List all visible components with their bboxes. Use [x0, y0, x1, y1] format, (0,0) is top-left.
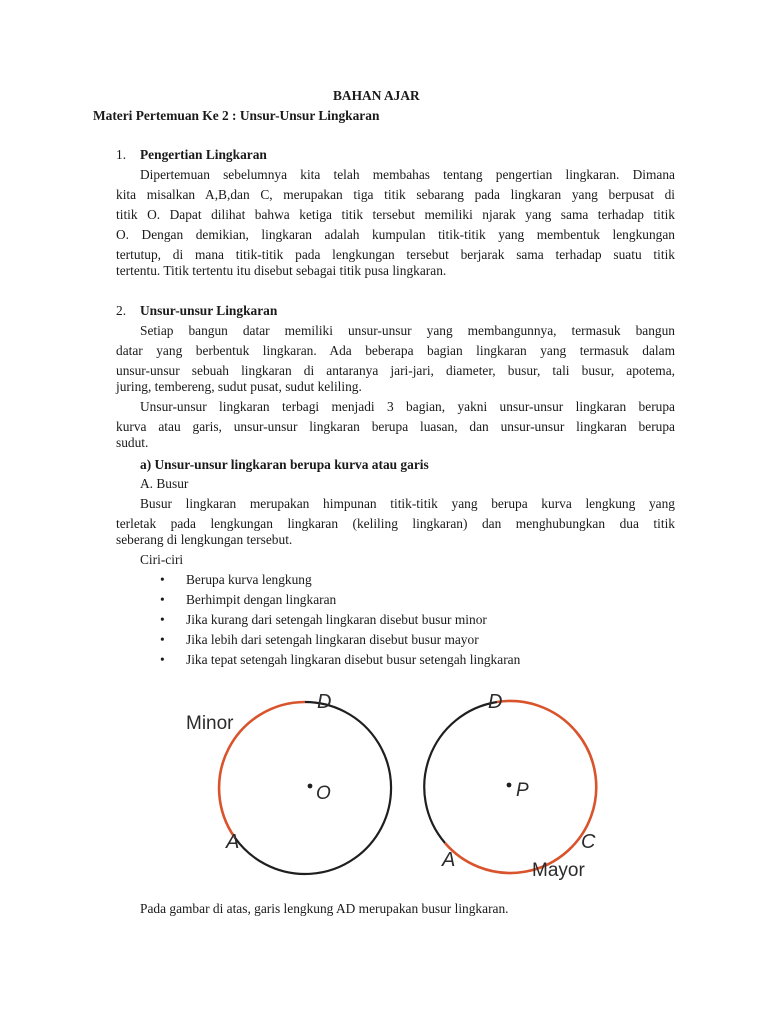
- label-a-left: A: [226, 831, 240, 853]
- bullet-item: Berhimpit dengan lingkaran: [186, 592, 337, 607]
- left-circle-diagram: [186, 691, 391, 874]
- bullet-glyph: •: [160, 612, 165, 627]
- section-2-para1-line: datar yang berbentuk lingkaran. Ada beberapa bagian lingkaran yang termasuk dalam: [116, 343, 675, 358]
- right-minor-arc: [424, 702, 497, 843]
- label-d-left: D: [317, 691, 332, 713]
- section-2-para1-line: unsur-unsur sebuah lingkaran di antaranya jari-jari, diameter, busur, tali busur, apotema,: [116, 363, 675, 378]
- label-a-right: A: [442, 849, 456, 871]
- section-1-line: tertutup, di mana titik-titik pada lengkungan tersebut berjarak sama terhadap suatu titik: [116, 247, 675, 262]
- bullet-glyph: •: [160, 572, 165, 587]
- section-2-para2-line: sudut.: [116, 435, 149, 450]
- center-point-o: [308, 784, 313, 789]
- item-busur: A. Busur: [140, 476, 189, 491]
- label-minor: Minor: [186, 713, 234, 734]
- bullet-item: Berupa kurva lengkung: [186, 572, 312, 587]
- bullet-glyph: •: [160, 632, 165, 647]
- bullet-item: Jika tepat setengah lingkaran disebut busur setengah lingkaran: [186, 652, 521, 667]
- bullet-item: Jika lebih dari setengah lingkaran disebut busur mayor: [186, 632, 479, 647]
- section-1-heading: Pengertian Lingkaran: [140, 147, 267, 162]
- ciri-ciri-label: Ciri-ciri: [140, 552, 184, 567]
- section-2-heading: Unsur-unsur Lingkaran: [140, 303, 278, 318]
- section-1-line: Dipertemuan sebelumnya kita telah membahas tentang pengertian lingkaran. Dimana: [140, 167, 675, 182]
- bullet-glyph: •: [160, 592, 165, 607]
- right-circle-diagram: [424, 691, 596, 881]
- busur-para-line: Busur lingkaran merupakan himpunan titik-titik yang berupa kurva lengkung yang: [140, 496, 675, 511]
- label-center-p: P: [516, 780, 529, 801]
- figure-caption: Pada gambar di atas, garis lengkung AD merupakan busur lingkaran.: [140, 901, 509, 916]
- label-c: C: [581, 831, 596, 853]
- section-1-number: 1.: [116, 147, 127, 162]
- section-2-para1-line: Setiap bangun datar memiliki unsur-unsur yang membangunnya, termasuk bangun: [140, 323, 675, 338]
- section-2-para2-line: Unsur-unsur lingkaran terbagi menjadi 3 bagian, yakni unsur-unsur lingkaran berupa: [140, 399, 675, 414]
- section-2-para1-line: juring, tembereng, sudut pusat, sudut keliling.: [116, 379, 362, 394]
- label-d-right: D: [488, 691, 503, 713]
- section-1-line: O. Dengan demikian, lingkaran adalah kumpulan titik-titik yang membentuk lengkungan: [116, 227, 675, 242]
- label-center-o: O: [316, 783, 331, 804]
- busur-para-line: seberang di lengkungan tersebut.: [116, 532, 293, 547]
- section-2-para2-line: kurva atau garis, unsur-unsur lingkaran berupa luasan, dan unsur-unsur lingkaran berupa: [116, 419, 675, 434]
- section-1-line: titik O. Dapat dilihat bahwa ketiga titik tersebut memiliki njarak yang sama terhadap titik: [116, 207, 675, 222]
- section-2-number: 2.: [116, 303, 127, 318]
- arc-figure: [170, 684, 620, 884]
- label-mayor: Mayor: [532, 860, 585, 881]
- center-point-p: [507, 783, 512, 788]
- document-title: BAHAN AJAR: [333, 88, 420, 103]
- section-1-line: kita misalkan A,B,dan C, merupakan tiga titik sebarang pada lingkaran yang berpusat di: [116, 187, 675, 202]
- bullet-item: Jika kurang dari setengah lingkaran disebut busur minor: [186, 612, 487, 627]
- section-1-line: tertentu. Titik tertentu itu disebut sebagai titik pusa lingkaran.: [116, 263, 447, 278]
- document-subtitle: Materi Pertemuan Ke 2 : Unsur-Unsur Lingkaran: [93, 108, 380, 123]
- left-major-arc: [235, 702, 391, 874]
- busur-para-line: terletak pada lengkungan lingkaran (keliling lingkaran) dan menghubungkan dua titik: [116, 516, 675, 531]
- subheading-kurva-garis: a) Unsur-unsur lingkaran berupa kurva atau garis: [140, 457, 429, 472]
- bullet-glyph: •: [160, 652, 165, 667]
